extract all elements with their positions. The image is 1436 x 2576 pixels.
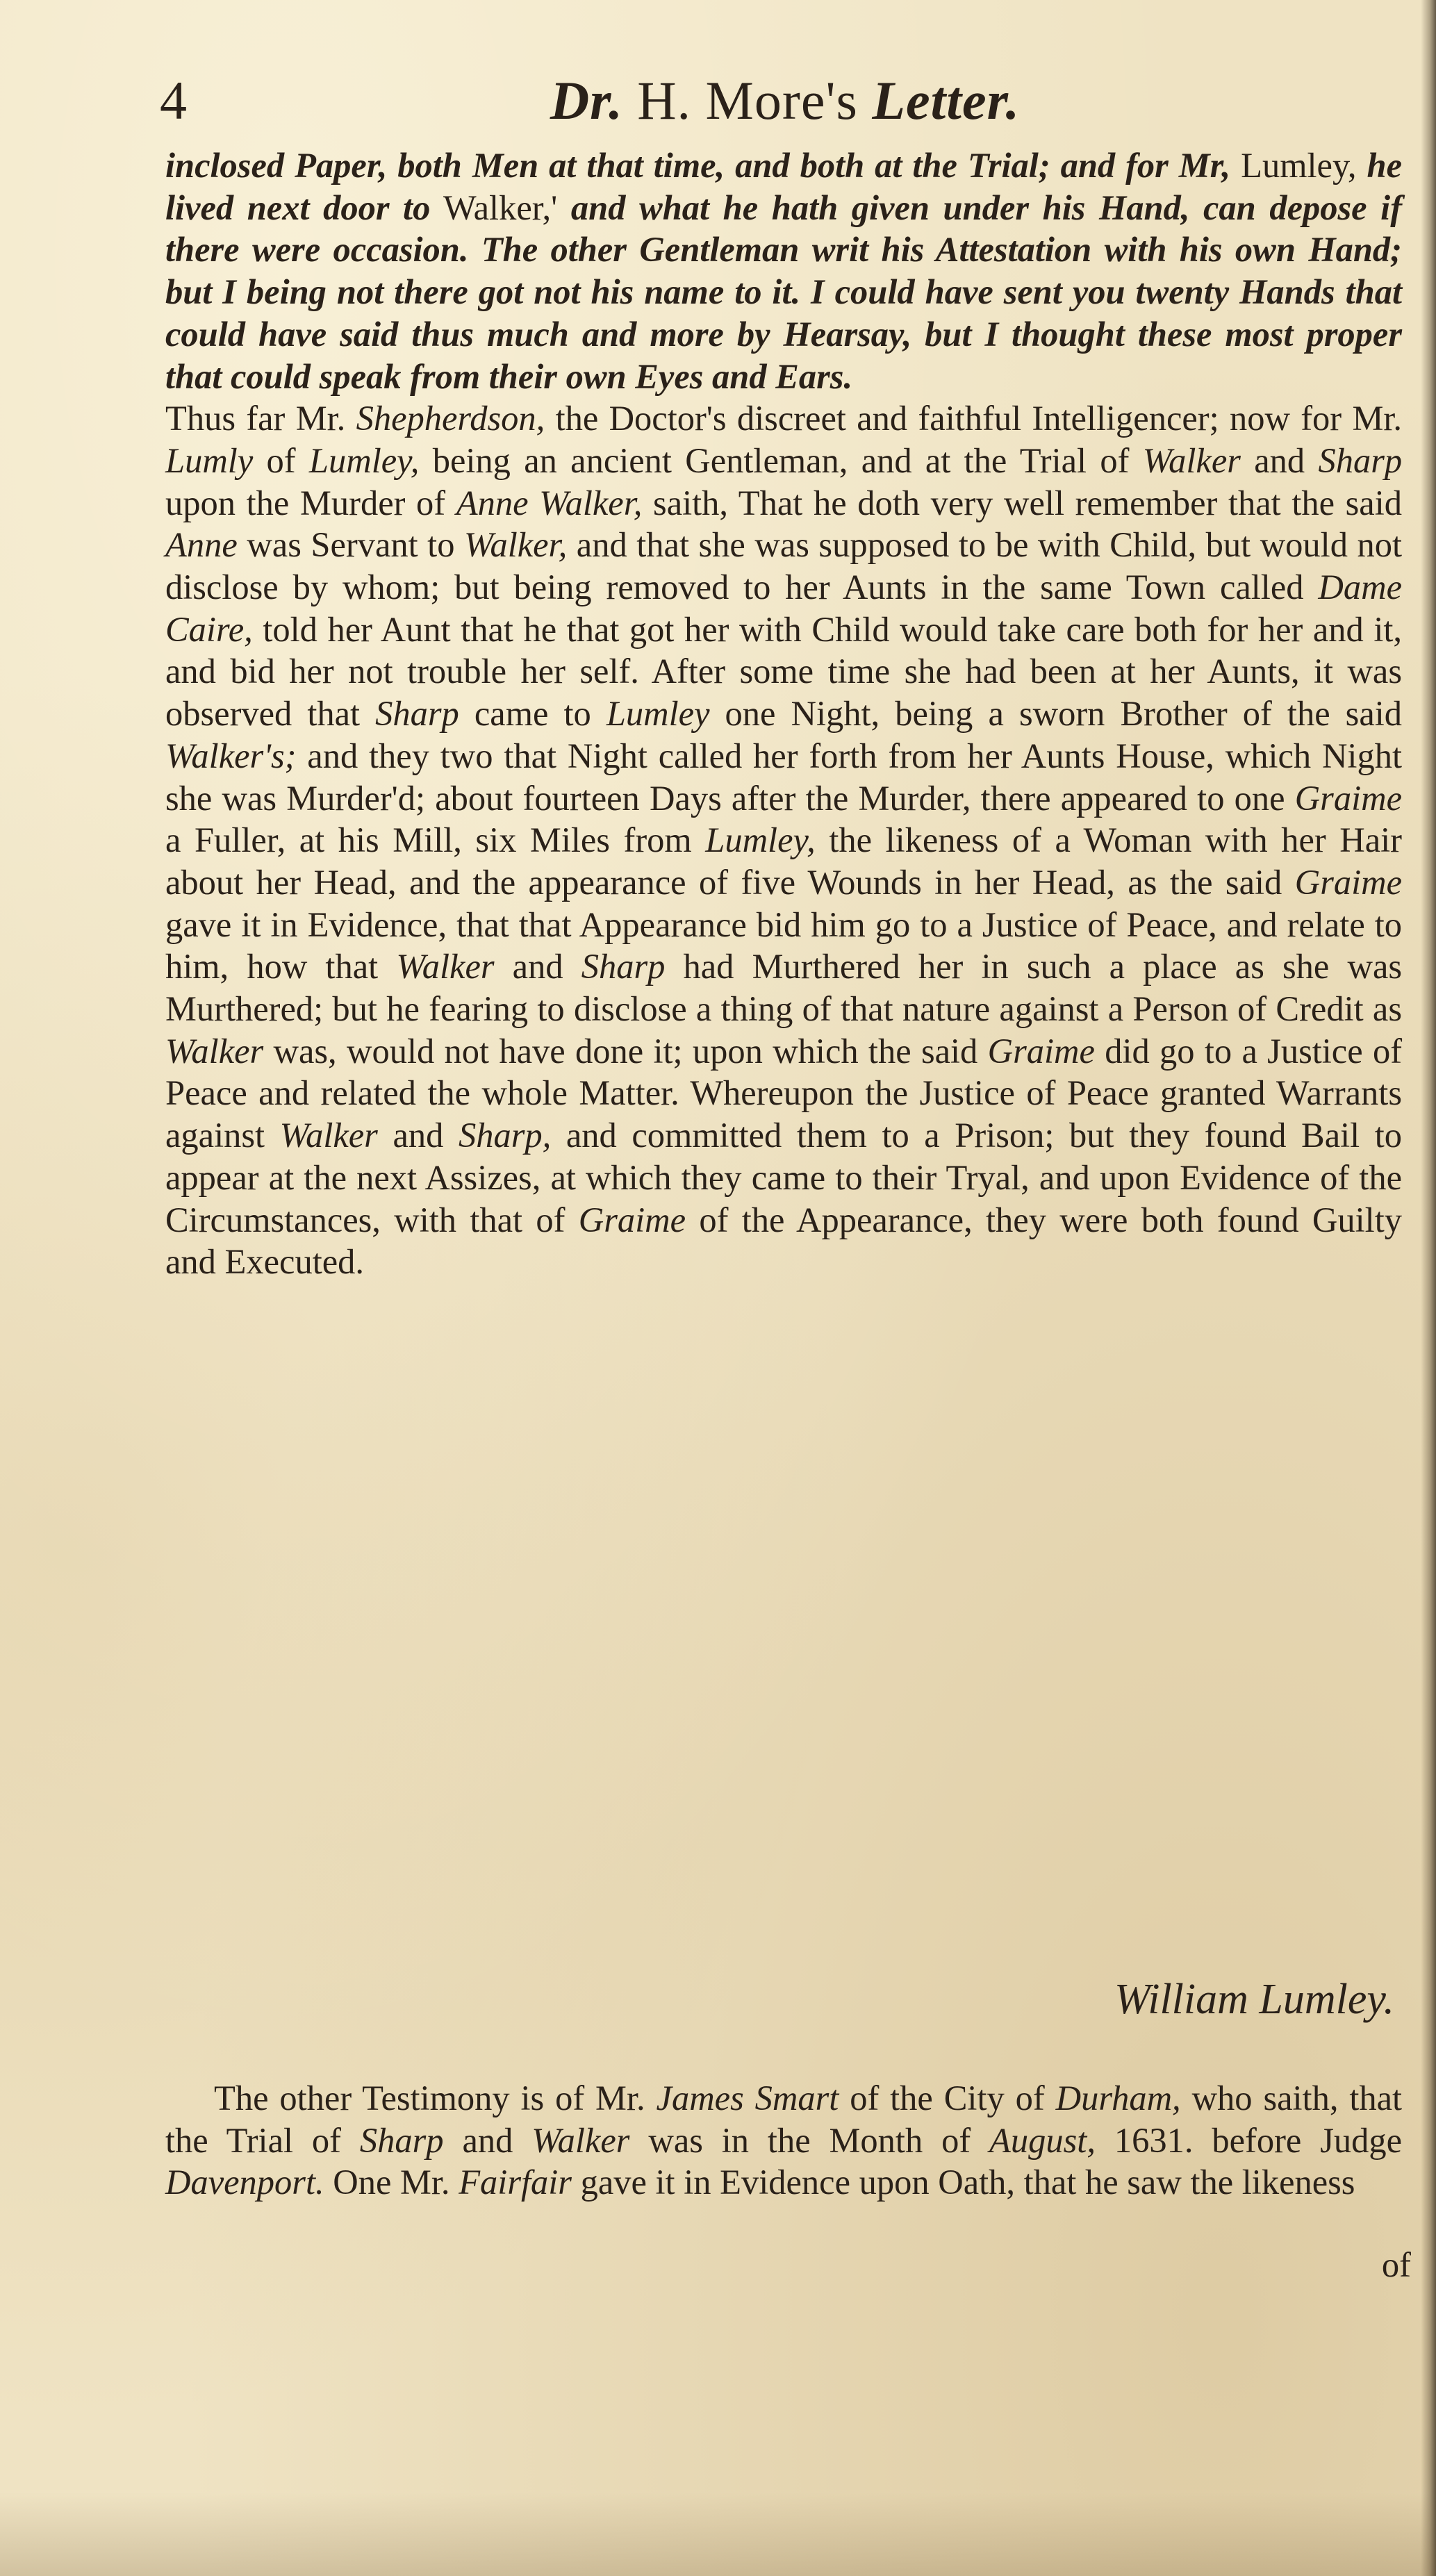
text-run: and [1254,440,1305,480]
text-run: James Smart [656,2079,839,2117]
text-run: and [462,2120,513,2160]
text-run: Graime [578,1200,686,1239]
text-run: Thus far Mr. [165,399,346,438]
text-run: Walker,' [443,188,558,227]
text-run: Lumley, [1241,146,1357,185]
text-run: the Doctor's discreet and faithful Intelligencer; now for Mr. [555,399,1403,438]
text-run: and they two that Night called her forth from her Aunts House, which Night she was Murder'd; about fourteen Days after the Murder, there appeared to one [165,736,1402,818]
text-run: Walker, [464,525,568,565]
text-run: inclosed Paper, both Men at that time, and both at the Trial; and for Mr, [165,146,1231,185]
text-run: Walker [396,947,495,986]
text-run: and what he hath given under his Hand, can depose if there were occasion. The other Gentleman writ his Attestation with his own Hand; but I being not there got not his name to it. I could have sent you twenty Hands that could have said thus much and more by Hearsay, but I thought these most proper that could speak from their own Eyes and Ears. [165,188,1403,396]
paragraph-quoted-letter [165,145,1402,397]
text-run: Sharp, [458,1116,552,1155]
page-header [160,63,1410,139]
text-run: gave it in Evidence upon Oath, that he saw the likeness [580,2163,1355,2202]
text-run: one Night, being a sworn Brother of the said [725,694,1403,734]
text-run: Graime [1294,778,1402,818]
text-run: Dame Caire, [165,568,1402,649]
text-run: Lumly [165,440,254,480]
signature: William Lumley. [1114,1976,1394,2023]
text-run: who saith, that the Trial of [165,2079,1403,2160]
text-run: Durham, [1055,2079,1181,2117]
running-title-prefix: Dr. [550,70,623,131]
text-run: One Mr. [333,2163,450,2202]
text-run: being an ancient Gentleman, and at the Trial of [432,440,1130,480]
text-run: Sharp [1318,440,1403,480]
second-testimony [165,2077,1402,2204]
text-run: Sharp [581,947,666,986]
text-run: of [266,440,296,480]
text-run: Anne Walker, [456,483,643,522]
page-number: 4 [160,70,187,131]
running-title-name: H. More's [637,70,858,131]
page-bottom-shade [0,2493,1436,2576]
text-run: of the Appearance, they were both found Guilty and Executed. [165,1200,1402,1282]
text-run: The other Testimony is of Mr. [214,2079,645,2117]
text-run: was Servant to [247,525,455,565]
text-run: Walker [165,1031,264,1071]
text-run: Graime [1294,862,1403,902]
text-run: Anne [165,525,238,565]
text-run: Fairfair [459,2163,572,2202]
text-run: was in the Month of [648,2120,971,2160]
text-run: had Murthered her in such a place as she was Murthered; but he fearing to disclose a thing of that nature against a Person of Credit as [165,947,1403,1029]
running-title [160,63,1410,139]
paragraph-smart-testimony [165,2077,1402,2204]
running-title-suffix: Letter. [872,70,1021,131]
text-run: and committed them to a Prison; but they found Bail to appear at the next Assizes, at which they came to their Tryal, and upon Evidence of the Circumstances, with that of [165,1116,1403,1239]
text-run: a Fuller, at his Mill, six Miles from [165,820,692,860]
text-run: the likeness of a Woman with her Hair about her Head, and the appearance of five Wounds in her Head, as the said [165,820,1402,902]
text-run: came to [474,694,591,734]
text-run: Shepherdson, [356,399,545,438]
text-run: Graime [987,1031,1095,1071]
text-run: saith, That he doth very well remember that the said [653,483,1403,522]
text-run: upon the Murder of [165,483,446,522]
text-run: Sharp [375,694,459,734]
text-run: Sharp [359,2120,444,2160]
text-run: gave it in Evidence, that that Appearance bid him go to a Justice of Peace, and relate to him, how that [165,905,1402,986]
text-run: of the City of [850,2079,1045,2117]
text-run: and that she was supposed to be with Child, but would not disclose by whom; but being removed to her Aunts in the same Town called [165,525,1403,607]
text-run: was, would not have done it; upon which the said [273,1031,978,1071]
text-run: he lived next door to [165,146,1402,227]
text-run: and [512,947,563,986]
text-run: Walker [531,2120,630,2160]
text-run: and [393,1116,444,1155]
text-run: Walker [1142,440,1241,480]
text-run: Davenport. [165,2163,324,2202]
paragraph-lumley-testimony [165,397,1402,1283]
letter-body [165,145,1402,1283]
text-run: Walker [279,1116,378,1155]
catchword: of [1381,2245,1411,2284]
text-run: Lumley, [308,440,420,480]
text-run: told her Aunt that he that got her with Child would take care both for her and it, and bid her not trouble her self. After some time she had been at her Aunts, it was observed that [165,609,1403,734]
text-run: Lumley [606,694,710,734]
text-run: Lumley, [705,820,816,860]
text-run: did go to a Justice of Peace and related the whole Matter. Whereupon the Justice of Peace granted Warrants against [165,1031,1403,1155]
text-run: 1631. before Judge [1114,2120,1403,2160]
text-run: Walker's; [165,736,297,775]
text-run: August, [989,2120,1096,2160]
page-edge-shadow [1421,0,1436,2576]
